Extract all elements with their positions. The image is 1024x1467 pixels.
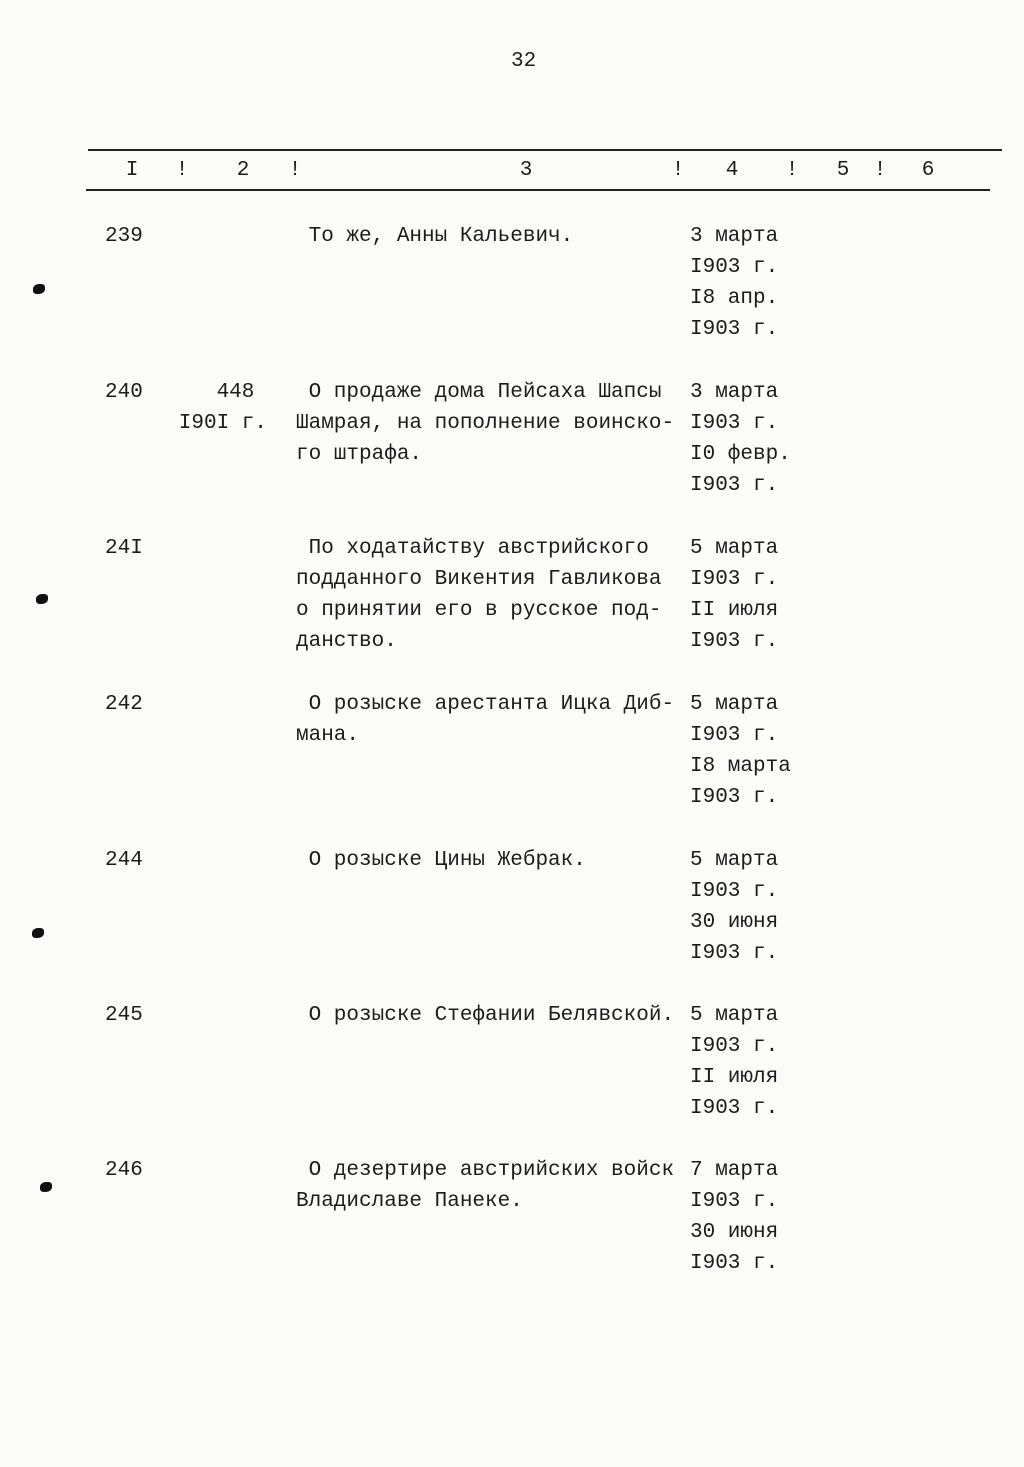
- date-line: 30 июня: [690, 1221, 779, 1244]
- title-line: го штрафа.: [296, 443, 423, 466]
- column-separator: !: [175, 159, 189, 182]
- title-cell: [296, 1155, 674, 1217]
- table-top-rule: [88, 149, 1002, 151]
- title-cell: [296, 689, 674, 751]
- column-separator: !: [288, 159, 302, 182]
- date-line: I903 г.: [690, 412, 779, 435]
- title-cell: [296, 221, 573, 252]
- date-line: I903 г.: [690, 318, 779, 341]
- binding-hole-mark: [32, 928, 44, 938]
- date-line: I903 г.: [690, 880, 779, 903]
- dates-cell: [690, 1000, 778, 1124]
- row-number: 24I: [105, 537, 143, 560]
- date-line: I903 г.: [690, 786, 779, 809]
- date-line: I8 апр.: [690, 287, 779, 310]
- row-number: 242: [105, 693, 143, 716]
- binding-hole-mark: [33, 284, 45, 294]
- row-number: 245: [105, 1004, 143, 1027]
- title-line: Шамрая, на пополнение воинско-: [296, 412, 675, 435]
- date-line: I903 г.: [690, 474, 779, 497]
- date-line: 5 марта: [690, 537, 779, 560]
- dates-cell: [690, 377, 791, 501]
- title-line: О розыске арестанта Ицка Диб-: [296, 693, 675, 716]
- binding-hole-mark: [36, 594, 48, 604]
- date-line: 3 марта: [690, 381, 779, 404]
- column-header: 3: [519, 159, 533, 182]
- title-line: подданного Викентия Гавликова: [296, 568, 662, 591]
- dates-cell: [690, 845, 778, 969]
- title-line: То же, Анны Кальевич.: [296, 225, 574, 248]
- date-line: 5 марта: [690, 1004, 779, 1027]
- column-header: 4: [725, 159, 739, 182]
- reference-line: 448: [216, 381, 267, 404]
- dates-cell: [690, 533, 778, 657]
- title-line: мана.: [296, 724, 360, 747]
- date-line: I903 г.: [690, 630, 779, 653]
- column-header: 5: [836, 159, 850, 182]
- date-line: 30 июня: [690, 911, 779, 934]
- table-header-rule: [86, 189, 990, 191]
- date-line: I903 г.: [690, 568, 779, 591]
- title-line: О розыске Стефании Белявской.: [296, 1004, 675, 1027]
- title-cell: [296, 845, 586, 876]
- title-cell: [296, 1000, 674, 1031]
- date-line: II июля: [690, 599, 779, 622]
- title-cell: [296, 533, 661, 657]
- column-separator: !: [785, 159, 799, 182]
- page-number: 32: [511, 50, 537, 73]
- date-line: 5 марта: [690, 693, 779, 716]
- date-line: I903 г.: [690, 942, 779, 965]
- date-line: I0 февр.: [690, 443, 791, 466]
- date-line: I8 марта: [690, 755, 791, 778]
- dates-cell: [690, 221, 778, 345]
- title-line: данство.: [296, 630, 397, 653]
- date-line: 5 марта: [690, 849, 779, 872]
- column-separator: !: [671, 159, 685, 182]
- binding-hole-mark: [40, 1182, 52, 1192]
- date-line: I903 г.: [690, 1252, 779, 1275]
- date-line: I903 г.: [690, 1035, 779, 1058]
- row-number: 240: [105, 381, 143, 404]
- row-number: 239: [105, 225, 143, 248]
- date-line: I903 г.: [690, 256, 779, 279]
- reference-line: I90I г.: [178, 412, 267, 435]
- title-line: Владиславе Панеке.: [296, 1190, 523, 1213]
- title-line: По ходатайству австрийского: [296, 537, 649, 560]
- title-line: о принятии его в русское под-: [296, 599, 662, 622]
- title-cell: [296, 377, 674, 470]
- title-line: О розыске Цины Жебрак.: [296, 849, 586, 872]
- column-header: 2: [236, 159, 250, 182]
- title-line: О продаже дома Пейсаха Шапсы: [296, 381, 662, 404]
- dates-cell: [690, 689, 791, 813]
- column-header: 6: [921, 159, 935, 182]
- date-line: I903 г.: [690, 1097, 779, 1120]
- row-number: 246: [105, 1159, 143, 1182]
- date-line: I903 г.: [690, 724, 779, 747]
- reference-cell: [179, 377, 267, 439]
- column-header: I: [125, 159, 139, 182]
- title-line: О дезертире австрийских войск: [296, 1159, 675, 1182]
- date-line: 7 марта: [690, 1159, 779, 1182]
- date-line: 3 марта: [690, 225, 779, 248]
- dates-cell: [690, 1155, 778, 1279]
- date-line: II июля: [690, 1066, 779, 1089]
- row-number: 244: [105, 849, 143, 872]
- date-line: I903 г.: [690, 1190, 779, 1213]
- column-separator: !: [873, 159, 887, 182]
